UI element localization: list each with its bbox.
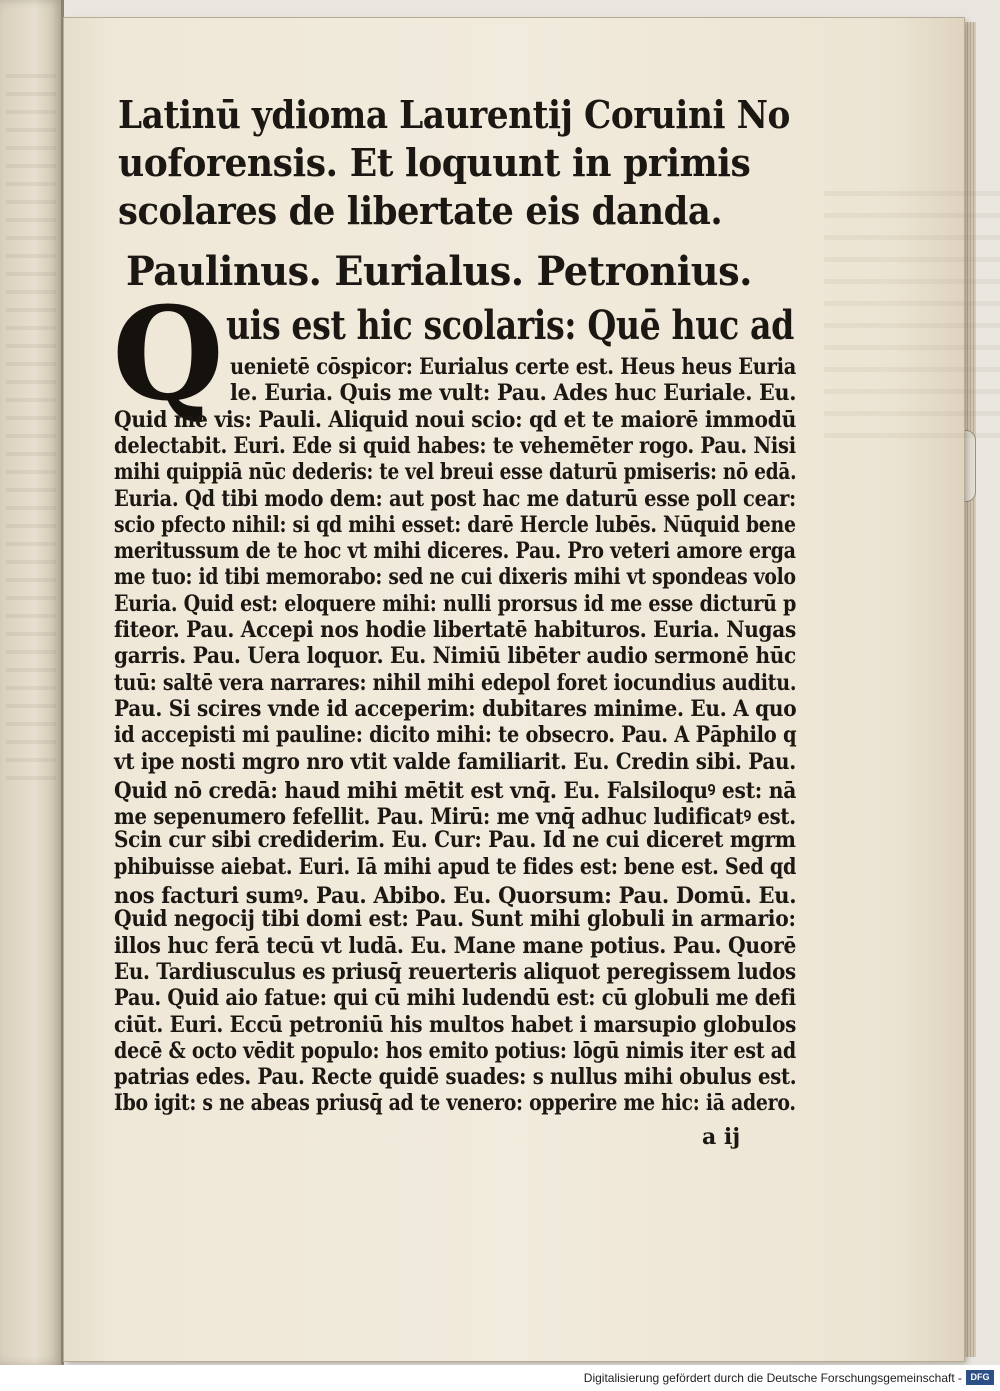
title-line-1: Latinū ydioma Laurentij Coruini No <box>118 92 790 137</box>
body-line: scio pfecto nihil: si qd mihi esset: darē Hercle lubēs. Nūquid bene <box>114 511 796 538</box>
body-line: vt ipe nosti mgro nro vtit valde familiarit. Eu. Credin sibi. Pau. <box>114 748 796 775</box>
body-line: Scin cur sibi crediderim. Eu. Cur: Pau. Id ne cui diceret mgrm <box>114 827 796 854</box>
body-line: fiteor. Pau. Accepi nos hodie libertatē habituros. Euria. Nugas <box>114 617 797 643</box>
show-through-text <box>824 178 1000 438</box>
left-show-through <box>6 60 56 780</box>
body-line: Eu. Tardiusculus es priusq̄ reuerteris aliquot peregissem ludos <box>114 958 796 985</box>
body-line: me sepenumero fefellit. Pau. Mirū: me vnq̄ adhuc ludificatꝰ est. <box>114 804 796 831</box>
body-line: le. Euria. Quis me vult: Pau. Ades huc Euriale. Eu. <box>230 380 797 407</box>
body-line: delectabit. Euri. Ede si quid habes: te vehemēter rogo. Pau. Nisi <box>114 432 796 459</box>
body-line: garris. Pau. Uera loquor. Eu. Nimiū libēter audio sermonē hūc <box>114 643 796 670</box>
title-line-2: uoforensis. Et loquunt in primis <box>118 140 751 185</box>
body-line: illos huc ferā tecū vt ludā. Eu. Mane mane potius. Pau. Quorē <box>114 932 797 959</box>
dfg-logo: DFG <box>966 1370 994 1385</box>
body-line: Pau. Quid aio fatue: qui cū mihi ludendū est: cū globuli me defi <box>114 985 796 1012</box>
body-line: decē & octo vēdit populo: hos emito potius: lōgū nimis iter est ad <box>114 1037 796 1064</box>
body-line: Quid me vis: Pauli. Aliquid noui scio: qd et te maiorē immodū <box>114 406 797 433</box>
speaker-list: Paulinus. Eurialus. Petronius. <box>126 248 753 295</box>
body-line: phibuisse aiebat. Euri. Iā mihi apud te fides est: bene est. Sed qd <box>114 853 797 880</box>
body-line: meritussum de te hoc vt mihi diceres. Pau. Pro veteri amore erga <box>114 538 796 565</box>
signature-mark: a ij <box>702 1124 741 1150</box>
left-page-edge <box>0 0 64 1365</box>
body-line: uenietē cōspicor: Eurialus certe est. Heus heus Euria <box>230 354 797 380</box>
body-line: Ibo igit: s ne abeas priusq̄ ad te venero: opperire me hic: iā adero. <box>114 1090 796 1117</box>
body-line: Quid nō credā: haud mihi mētit est vnq̄. Eu. Falsiloquꝰ est: nā <box>114 777 797 804</box>
body-line: nos facturi sumꝰ. Pau. Abibo. Eu. Quorsum: Pau. Domū. Eu. <box>114 883 797 909</box>
body-line: me tuo: id tibi memorabo: sed ne cui dixeris mihi vt spondeas volo <box>114 564 796 591</box>
body-line: patrias edes. Pau. Recte quidē suades: s nullus mihi obulus est. <box>114 1064 797 1091</box>
body-line: ciūt. Euri. Eccū petroniū his multos habet i marsupio globulos <box>114 1011 797 1038</box>
body-line: mihi quippiā nūc dederis: te vel breui esse daturū pmiseris: nō edā. <box>114 459 797 486</box>
first-text-line: uis est hic scolaris: Quē huc ad <box>226 302 794 349</box>
decorated-initial: Q <box>112 280 224 430</box>
body-line: Euria. Qd tibi modo dem: aut post hac me daturū esse poll cear: <box>114 485 796 512</box>
footer-credit: Digitalisierung gefördert durch die Deutsche Forschungsgemeinschaft - <box>583 1371 962 1385</box>
body-line: Quid negocij tibi domi est: Pau. Sunt mihi globuli in armario: <box>114 906 796 933</box>
body-line: tuū: saltē vera narrares: nihil mihi edepol foret iocundius auditu. <box>114 669 797 696</box>
body-line: Pau. Si scires vnde id acceperim: dubitares minime. Eu. A quo <box>114 695 797 722</box>
title-line-3: scolares de libertate eis danda. <box>118 188 723 233</box>
body-line: id accepisti mi pauline: dicito mihi: te obsecro. Pau. A Pāphilo q <box>114 722 797 749</box>
body-line: Euria. Quid est: eloquere mihi: nulli prorsus id me esse dicturū p <box>114 590 797 617</box>
